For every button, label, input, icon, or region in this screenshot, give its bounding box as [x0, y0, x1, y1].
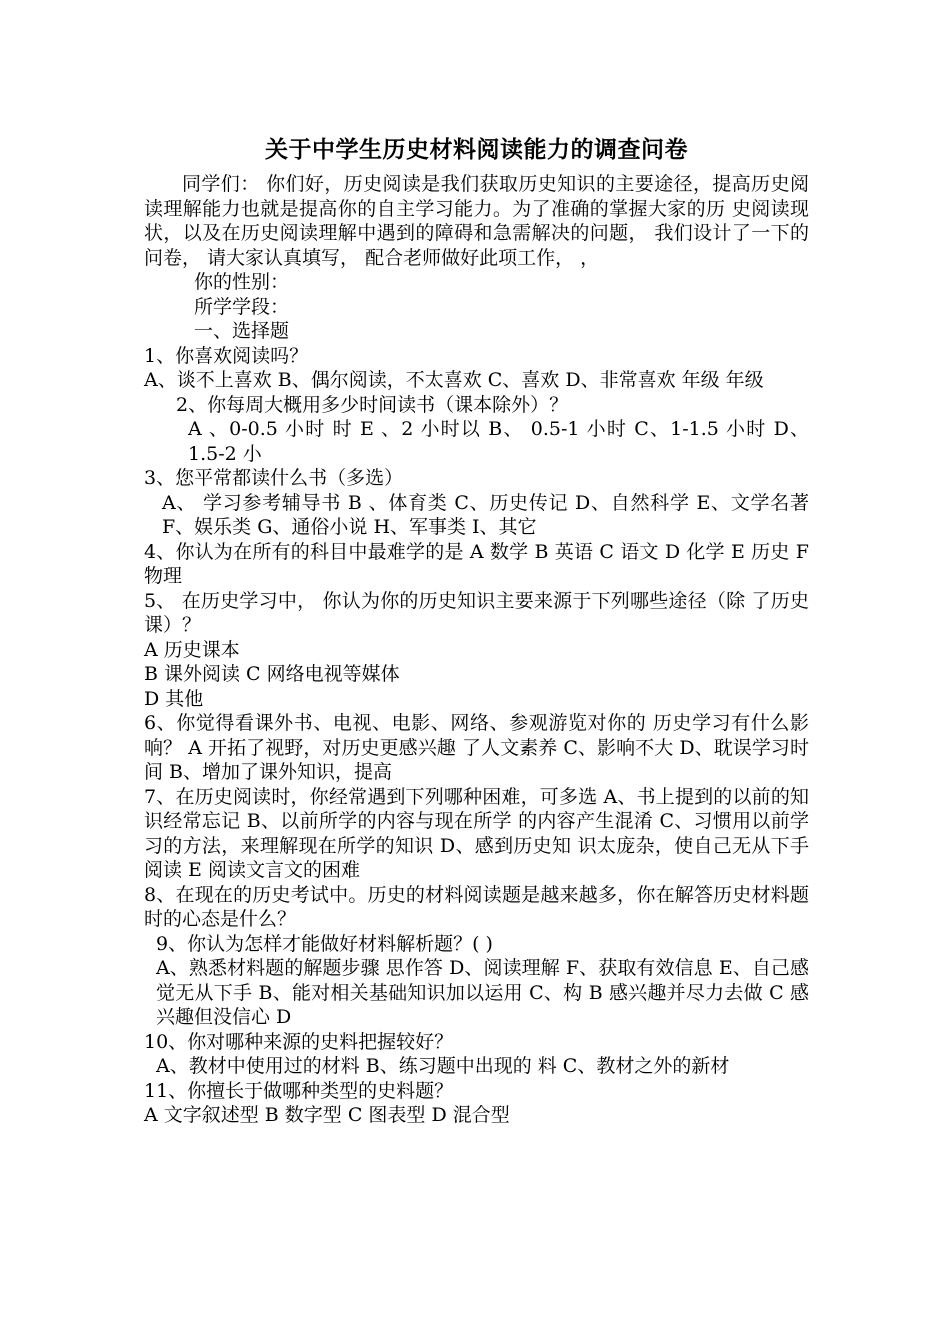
question-5-option-a: A 历史课本: [144, 638, 240, 661]
gender-field-label: 你的性别：: [194, 271, 290, 293]
question-5: 5、 在历史学习中， 你认为你的历史知识主要来源于下列哪些途径（除 了历史课）？: [144, 589, 809, 636]
question-7: 7、在历史阅读时，你经常遇到下列哪种困难，可多选 A、书上提到的以前的知识经常忘记 B、以前所学的内容与现在所学 的内容产生混淆 C、习惯用以前学习的方法，来理解现在所学的知识 D、感到历史知 识太庞杂，使自己无从下手阅读 E 阅读文言文的困难: [144, 785, 809, 881]
question-3: 3、您平常都读什么书（多选）: [144, 467, 404, 489]
question-9-options: A、熟悉材料题的解题步骤 思作答 D、阅读理解 F、获取有效信息 E、自己感觉无从下手 B、能对相关基础知识加以运用 C、构 B 感兴趣并尽力去做 C 感兴趣但没信心 D: [156, 957, 809, 1028]
question-10: 10、你对哪种来源的史料把握较好？: [144, 1030, 454, 1053]
question-11-options: A 文字叙述型 B 数字型 C 图表型 D 混合型: [144, 1104, 510, 1126]
question-5-option-bc: B 课外阅读 C 网络电视等媒体: [144, 663, 400, 685]
section-heading: 一、选择题: [194, 320, 290, 342]
intro-paragraph: 同学们： 你们好，历史阅读是我们获取历史知识的主要途径，提高历史阅 读理解能力也就是提高你的自主学习能力。为了准确的掌握大家的历 史阅读现状，以及在历史阅读理解中遇到的障碍和急需解决的问题， 我们设计了一下的问卷， 请大家认真填写， 配合老师做好此项工作， ，: [144, 173, 809, 269]
question-1: 1、你喜欢阅读吗？: [144, 344, 309, 367]
question-1-options: A、谈不上喜欢 B、偶尔阅读，不太喜欢 C、喜欢 D、非常喜欢 年级 年级: [144, 369, 764, 391]
question-9: 9、你认为怎样才能做好材料解析题？( ): [156, 932, 493, 955]
question-6: 6、你觉得看课外书、电视、电影、网络、参观游览对你的 历史学习有什么影响？ A 开拓了视野，对历史更感兴趣 了人文素养 C、影响不大 D、耽误学习时间 B、增加了课外知识，提高: [144, 712, 809, 783]
document-title: 关于中学生历史材料阅读能力的调查问卷: [265, 137, 688, 163]
question-10-options: A、教材中使用过的材料 B、练习题中出现的 料 C、教材之外的新材: [156, 1055, 730, 1077]
stage-field-label: 所学学段：: [194, 295, 290, 318]
questionnaire-page: [144, 132, 809, 1128]
question-11: 11、你擅长于做哪种类型的史料题？: [144, 1079, 454, 1102]
question-8: 8、在现在的历史考试中。历史的材料阅读题是越来越多，你在解答历史材料题时的心态是什么？: [144, 883, 809, 930]
question-4: 4、你认为在所有的科目中最难学的是 A 数学 B 英语 C 语文 D 化学 E 历史 F 物理: [144, 540, 809, 587]
question-5-option-d: D 其他: [144, 687, 204, 710]
question-2-options: A 、0-0.5 小时 时 E 、2 小时以 B、 0.5-1 小时 C、1-1.5 小时 D、1.5-2 小: [188, 418, 809, 465]
question-2: 2、你每周大概用多少时间读书（课本除外）？: [176, 393, 569, 416]
question-3-options: A、 学习参考辅导书 B 、体育类 C、历史传记 D、自然科学 E、文学名著 F、娱乐类 G、通俗小说 H、军事类 I、其它: [162, 491, 809, 538]
